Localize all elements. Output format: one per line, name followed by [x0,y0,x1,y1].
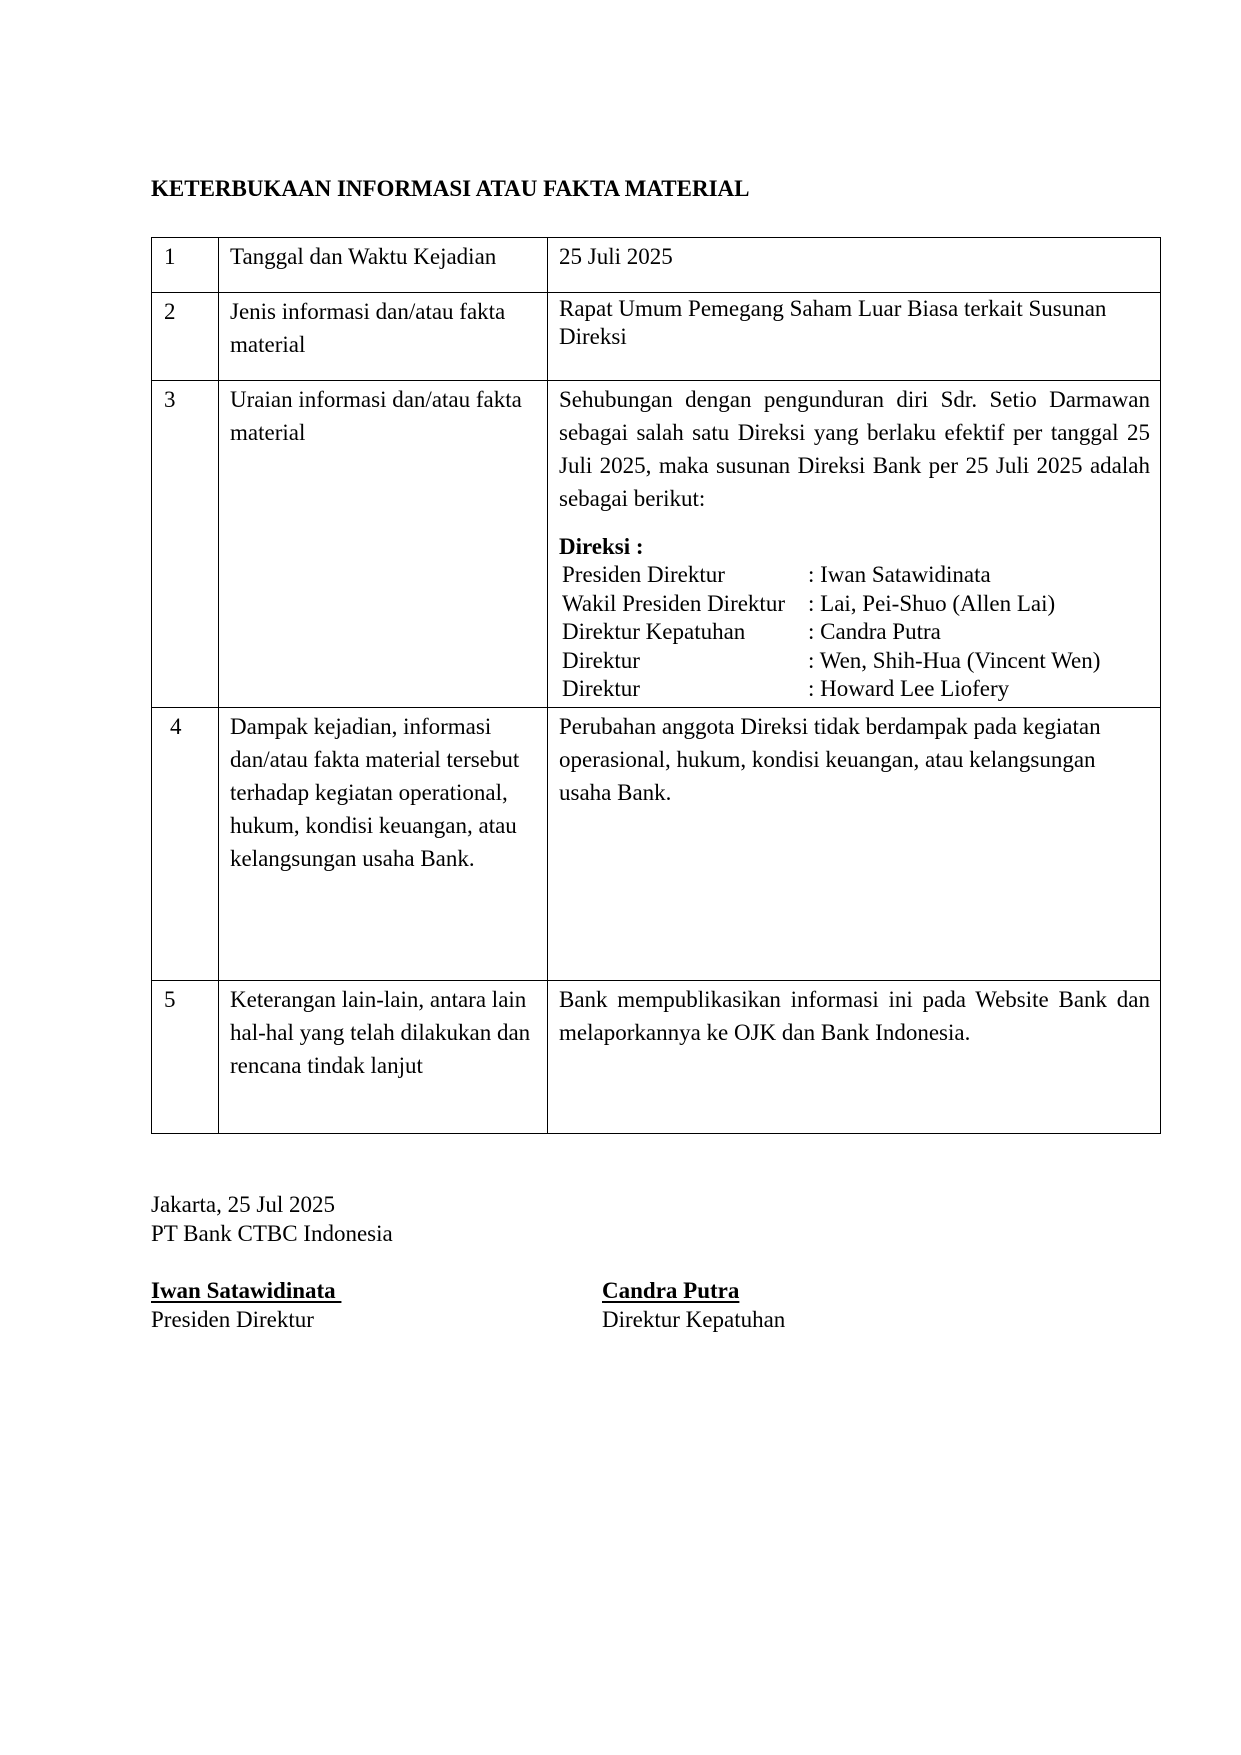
row-value-cell [548,238,1161,293]
row-value: Rapat Umum Pemegang Saham Luar Biasa terkait Susunan Direksi [559,296,1107,349]
director-name: : Howard Lee Liofery [808,676,1010,701]
letter-footer [151,1190,393,1248]
row-value: Perubahan anggota Direksi tidak berdampak pada kegiatan operasional, hukum, kondisi keuangan, atau kelangsungan usaha Bank. [559,714,1101,805]
row-label-cell [219,981,548,1134]
table-row [152,293,1161,381]
table-row [152,981,1161,1134]
director-role: Direktur Kepatuhan [562,619,746,644]
director-name: : Lai, Pei-Shuo (Allen Lai) [808,590,1056,616]
material-facts-table [151,237,1161,1134]
row-number: 4 [170,714,182,739]
director-entry [559,647,1150,676]
director-entry [559,590,1150,619]
table-row [152,708,1161,981]
signature-block [151,1276,341,1334]
row-number-cell [152,381,219,708]
row-label: Tanggal dan Waktu Kejadian [230,244,497,269]
row-number-cell [152,238,219,293]
row-label: Keterangan lain-lain, antara lain hal-hal yang telah dilakukan dan rencana tindak lanjut [230,987,531,1078]
row-label: Dampak kejadian, informasi dan/atau fakta material tersebut terhadap kegiatan operational, hukum, kondisi keuangan, atau kelangsungan usaha Bank. [230,714,520,871]
director-name: : Iwan Satawidinata [808,562,991,587]
director-name: : Wen, Shih-Hua (Vincent Wen) [808,647,1101,673]
table-row [152,381,1161,708]
row-number: 3 [164,387,176,412]
row-label: Jenis informasi dan/atau fakta material [230,299,506,357]
table-row [152,238,1161,293]
signatory-title: Direktur Kepatuhan [602,1307,786,1332]
row-number: 1 [164,244,176,269]
director-role: Direktur [562,647,640,673]
row-value-cell [548,381,1161,708]
director-entry [559,561,1150,590]
director-role: Wakil Presiden Direktur [562,590,785,616]
directors-heading: Direksi : [559,534,644,559]
row-label-cell [219,708,548,981]
director-entry [559,675,1150,704]
row-value: Sehubungan dengan pengunduran diri Sdr. Setio Darmawan sebagai salah satu Direksi yang berlaku efektif per tanggal 25 Juli 2025, maka susunan Direksi Bank per 25 Juli 2025 adalah sebagai berikut: [559,387,1150,511]
row-value: Bank mempublikasikan informasi ini pada Website Bank dan melaporkannya ke OJK dan Bank Indonesia. [559,987,1150,1045]
signatory-name: Candra Putra [602,1278,740,1303]
director-role: Presiden Direktur [562,562,725,587]
place-date: Jakarta, 25 Jul 2025 [151,1192,335,1217]
signature-block [602,1276,785,1334]
director-role: Direktur [562,676,640,701]
row-value-cell [548,293,1161,381]
row-number: 2 [164,299,176,324]
company-name: PT Bank CTBC Indonesia [151,1221,393,1246]
director-name: : Candra Putra [808,619,941,644]
row-number-cell [152,708,219,981]
row-number-cell [152,293,219,381]
row-label: Uraian informasi dan/atau fakta material [230,387,522,445]
row-number-cell [152,981,219,1134]
signatory-title: Presiden Direktur [151,1307,314,1332]
row-label-cell [219,293,548,381]
page-title: KETERBUKAAN INFORMASI ATAU FAKTA MATERIAL [151,176,750,201]
row-value-cell [548,708,1161,981]
row-value: 25 Juli 2025 [559,244,673,269]
row-label-cell [219,238,548,293]
signatory-name: Iwan Satawidinata [151,1278,342,1303]
row-number: 5 [164,987,176,1012]
row-label-cell [219,381,548,708]
row-value-cell [548,981,1161,1134]
director-entry [559,618,1150,647]
